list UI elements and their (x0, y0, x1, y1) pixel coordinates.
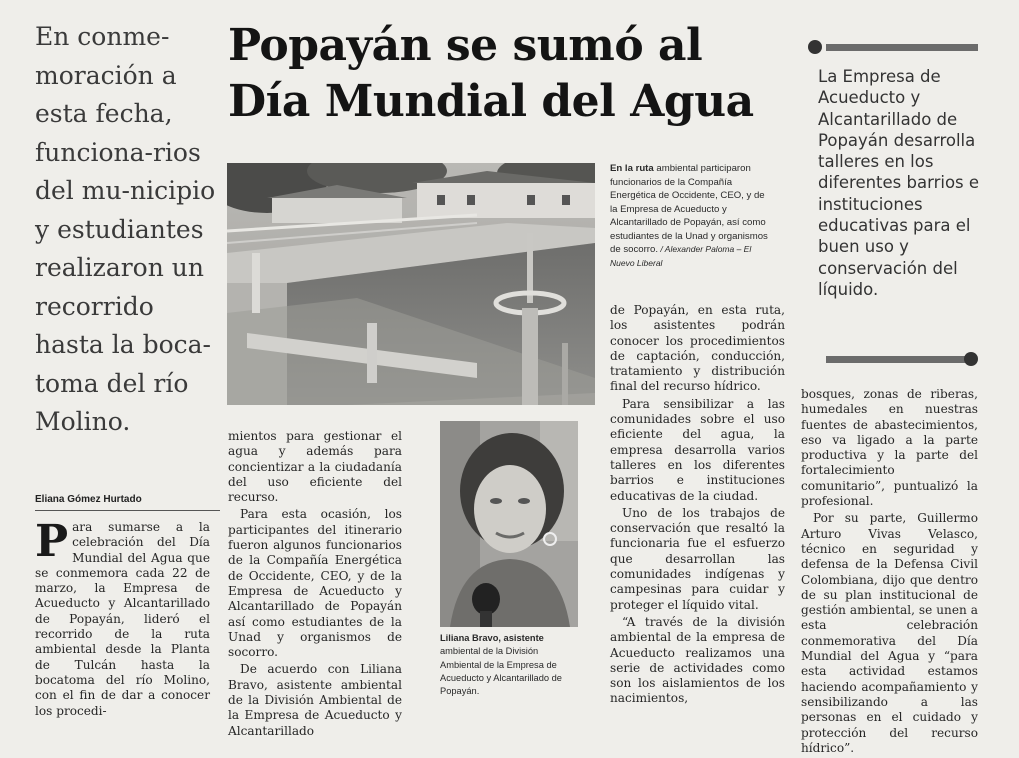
body-column-3 (610, 303, 785, 709)
body-paragraph: De acuerdo con Liliana Bravo, asistente ambiental de la División Ambiental de la Empresa de Acueducto y Alcantarillado (228, 662, 402, 738)
body-paragraph: “A través de la división ambiental de la empresa de Acueducto realizamos una serie de actividades como son los aislamientos de los nacimientos, (610, 614, 785, 706)
body-paragraph: Para esta ocasión, los participantes del itinerario fueron algunos funcionarios de la Compañía Energética de Occidente, CEO, y de la Empresa de Acueducto y Alcantarillado de Popayán así como estudiantes de la Unad y organismos de socorro. (228, 507, 402, 660)
water-plant-photo-art (227, 163, 595, 405)
photo-credit: / Alexander Paloma – El Nuevo Liberal (610, 244, 752, 268)
portrait-photo (440, 421, 578, 627)
pull-quote: La Empresa de Acueducto y Alcantarillado de Popayán desarrolla talleres en los diferentes barrios e instituciones educativas para el buen uso y conservación del líquido. (818, 67, 980, 299)
byline: Eliana Gómez Hurtado (35, 494, 142, 505)
headline-line-1: Popayán se sumó al (228, 20, 703, 71)
photo-caption (610, 162, 770, 270)
body-paragraph: Uno de los trabajos de conservación que resaltó la funcionaria fue el esfuerzo que desarrollan las comunidades indígenas y campesinas para cuidar y proteger el líquido vital. (610, 505, 785, 612)
pullquote-bottom-dot (964, 352, 978, 366)
pullquote-top-rule (826, 44, 978, 51)
body-column-2 (228, 429, 402, 741)
byline-rule (35, 510, 220, 511)
lead-paragraph: En conme-moración a esta fecha, funciona-rios del mu-nicipio y estudiantes realizaron un recorrido hasta la boca-toma del río Molino. (35, 22, 216, 436)
headline (228, 18, 808, 130)
pullquote-top-dot (808, 40, 822, 54)
body-paragraph: Por su parte, Guillermo Arturo Vivas Velasco, técnico en seguridad y defensa de la Defensa Civil Colombiana, dijo que dentro de su plan institucional de gestión ambiental, se unen a esta celebración conmemorativa del Día Mundial del Agua y “para esta actividad estamos haciendo acompañamiento y sensibilizando a las personas en el cuidado y protección del recurso hídrico”. (801, 511, 978, 755)
caption-text: ambiental participaron funcionarios de la Compañía Energética de Occidente, CEO, y de la Empresa de Acueducto y Alcantarillado de Popayán, así como estudiantes de la Unad y organismos de socorro. (610, 163, 768, 255)
body-paragraph (35, 516, 210, 719)
caption-lead: En la ruta (610, 163, 654, 174)
body-paragraph: de Popayán, en esta ruta, los asistentes podrán conocer los procedimientos de captación, conducción, tratamiento y distribución final del recurso hídrico. (610, 303, 785, 394)
body-column-1 (35, 516, 210, 721)
drop-cap: P (35, 516, 69, 567)
pullquote-bottom-rule (826, 356, 966, 363)
body-paragraph: Para sensibilizar a las comunidades sobre el uso eficiente del agua, la empresa desarrolla varios talleres en los diferentes barrios e instituciones educativas de la ciudad. (610, 396, 785, 503)
body-paragraph: bosques, zonas de riberas, humedales en nuestras fuentes de abastecimientos, eso va ligado a la parte productiva y la parte del fortalecimiento comunitario”, puntualizó la profesional. (801, 387, 978, 509)
portrait-caption (440, 632, 580, 698)
headline-line-2: Día Mundial del Agua (228, 76, 754, 127)
portrait-photo-art (440, 421, 578, 627)
body-paragraph-text: ara sumarse a la celebración del Día Mundial del Agua que se conmemora cada 22 de marzo, la Empresa de Acueducto y Alcantarillado de Popayán, lideró el recorrido de la ruta ambiental desde la Planta de Tulcán hasta la bocatoma del río Molino, con el fin de dar a conocer los procedi- (35, 520, 210, 718)
portrait-caption-lead: Liliana Bravo, asistente (440, 633, 544, 643)
body-column-4 (801, 387, 978, 758)
body-paragraph: mientos para gestionar el agua y además para concientizar a la ciudadanía del uso eficiente del recurso. (228, 429, 402, 505)
water-plant-photo (227, 163, 595, 405)
portrait-caption-text: ambiental de la División Ambiental de la Empresa de Acueducto y Alcantarillado de Popayán. (440, 646, 562, 697)
